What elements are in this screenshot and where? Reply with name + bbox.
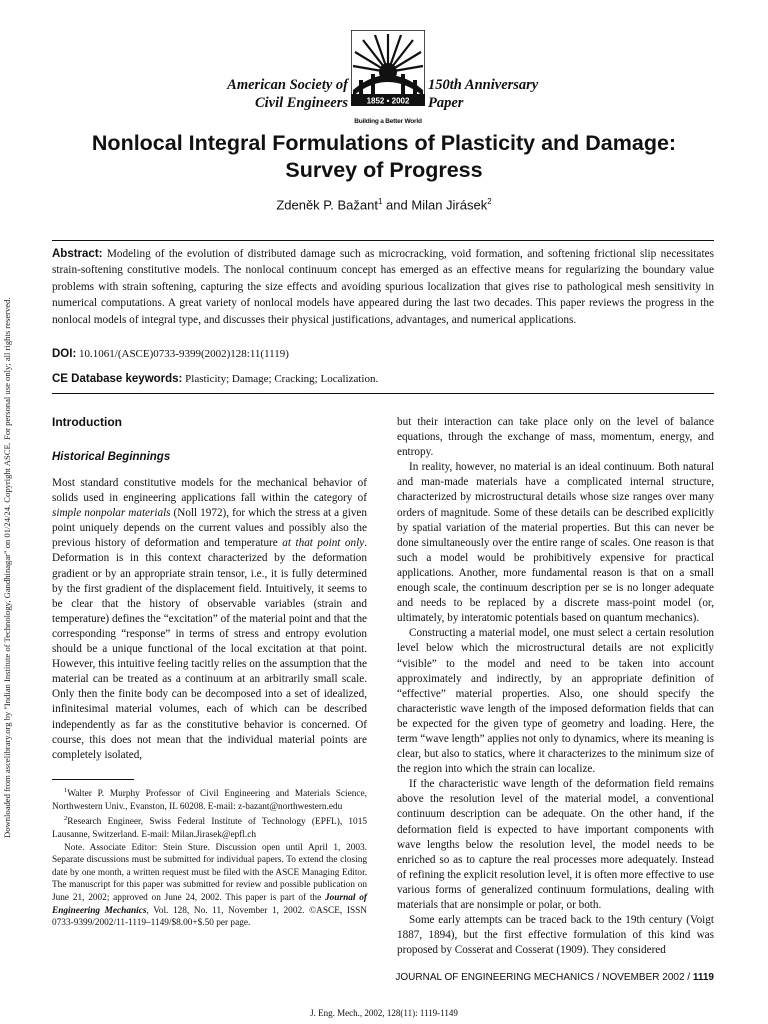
doi-value: 10.1061/(ASCE)0733-9399(2002)128:11(1119) [79,348,289,360]
author2-affiliation-mark: 2 [487,197,492,206]
footnotes [52,785,367,930]
abstract-top-rule [52,240,714,241]
editorial-note: Note. Associate Editor: Stein Sture. Discussion open until April 1, 2003. Separate discussions must be submitted for individual papers. To extend the closing date by one month, a written request must be filed with the ASCE Managing Editor. The manuscript for this paper was submitted for review and possible publication on June 21, 2002; approved on June 24, 2002. This paper is part of the Journal of Engineering Mechanics, Vol. 128, No. 11, November 1, 2002. ©ASCE, ISSN 0733-9399/2002/11-1119–1149/$8.00+$.50 per page. [52,842,367,929]
author-bazant: Zdeněk P. Bažant [276,197,378,213]
abstract-label: Abstract: [52,248,103,260]
download-notice-sidebar [0,180,14,840]
paragraph: If the characteristic wave length of the deformation field remains above the resolution level of the material model, a conventional continuum description can be adequate. On the other hand, if the deformation field is expected to have important components with wave lengths below the resolution level, the model needs to be enriched so as to capture the real processes more adequately. Instead of refining the explicit resolution level, it is often more effective to use various forms of generalized continuum formulations, dealing with materials that are nonsimple or polar, or both. [397,778,714,911]
keywords: CE Database keywords: Plasticity; Damage; Cracking; Localization. [52,373,379,385]
logo-tagline: Building a Better World [354,118,422,125]
section-heading-introduction: Introduction [52,415,122,429]
paragraph: Most standard constitutive models for the mechanical behavior of solids used in engineering applications fall within the category of simple nonpolar materials (Noll 1972), for which the stress at a given point uniquely depends on the current values and possibly also the previous history of deformation and temperature at that point only. Deformation is in this context characterized by the deformation gradient or by an appropriate strain tensor, i.e., it is fully determined by the first gradient of the displacement field. Intuitively, it seems to be clear that the history of observable variables (strain and temperature) defines the “excitation” of the material point and that the corresponding “response” in terms of stress and entropy evolution should be a unique functional of the local excitation at that point. However, this intuitive feeling tacitly relies on the assumption that the material can be treated as a continuum at an arbitrarily small scale. Only then the finite body can be decomposed into a set of idealized, infinitesimal material volumes, each of which can be described independently as far as the constitutive behavior is concerned. Of course, this does not mean that the individual material points are completely isolated, [52,477,367,761]
abstract [52,246,714,328]
asce-anniversary-logo [351,30,425,118]
paragraph: Constructing a material model, one must select a certain resolution level below which the microstructural details are not explicitly “visible” to the model and need to be taken into account approximately and indirectly, by an appropriate definition of “effective” material properties. Also, one should specify the characteristic wave length of the imposed deformation fields that can be expected for the given type of geometry and loading. Here, the term “wave length” applies not only to dynamics, where its meaning is clear, but also to statics, where it characterizes to the minimum size of the region into which the strain can localize. [397,627,714,776]
subsection-heading-historical: Historical Beginnings [52,451,171,463]
paper-title: Nonlocal Integral Formulations of Plasticity and Damage: Survey of Progress [91,131,677,182]
footnote-rule [52,779,134,780]
author-line: Zdeněk P. Bažant$^1$ and Milan Jirásek$^2$ [276,197,492,213]
keywords-value: Plasticity; Damage; Cracking; Localization. [185,373,379,385]
paragraph: but their interaction can take place only on the level of balance equations, through the exchange of mass, momentum, energy, and entropy. [397,416,714,459]
abstract-text: Modeling of the evolution of distributed damage such as microcracking, void formation, and softening frictional slip necessitates strain-softening constitutive models. The nonlocal continuum concept has emerged as an effective means for regularizing the boundary value problems with strain softening, capturing the size effects and avoiding spurious localization that gives rise to pathological mesh sensitivity in numerical computations. A great variety of nonlocal models have appeared during the last two decades. This paper reviews the progress in the nonlocal models of integral type, and discusses their physical justifications, advantages, and numerical applications. [52,248,714,326]
paragraph: In reality, however, no material is an ideal continuum. Both natural and man-made materials have a complicated internal structure, characterized by microstructural details whose size ranges over many orders of magnitude. Some of these details can be described explicitly by spatial variation of the material properties. But this can never be done simultaneously over the entire range of scales. One reason is that such a model would be prohibitively expensive for practical applications. Another, more fundamental reason is that on a small enough scale, the continuum description per se is no longer adequate and needs to be replaced by a discrete mass-point model (or, ultimately, by interatomic potentials based on quantum mechanics). [397,461,714,625]
footnote-1: $^1$Walter P. Murphy Professor of Civil Engineering and Materials Science, Northwestern Univ., Evanston, IL 60208. E-mail: z-bazant@northwestern.edu [52,787,367,812]
download-notice: Downloaded from ascelibrary.org by "Indian Institute of Technology, Gandhinagar" on 01/24/24. Copyright ASCE. For personal use only; all rights reserved. [2,297,12,838]
doi: DOI: 10.1061/(ASCE)0733-9399(2002)128:11(1119) [52,348,289,360]
footnote-2: $^2$Research Engineer, Swiss Federal Institute of Technology (EPFL), 1015 Lausanne, Switzerland. E-mail: Milan.Jirasek@epfl.ch [52,815,367,840]
page-number: 1119 [692,972,714,983]
logo-years: 1852 • 2002 [366,96,410,106]
author1-affiliation-mark: 1 [377,197,383,206]
paragraph: Some early attempts can be traced back to the 19th century (Voigt 1887, 1894), but the first effective formulation of this kind was proposed by Cosserat and Cosserat (1909). They considered [397,914,714,957]
author-jirasek: Milan Jirásek [411,197,488,213]
society-name: American Society of Civil Engineers [227,77,348,111]
body-column-right [397,415,714,958]
body-column-left [52,476,367,763]
abstract-bottom-rule [52,393,714,394]
masthead [0,28,768,124]
citation-line: J. Eng. Mech., 2002, 128(11): 1119-1149 [310,1008,458,1018]
running-footer: JOURNAL OF ENGINEERING MECHANICS / NOVEMBER 2002 / 1119 [395,972,714,983]
anniversary-label: 150th Anniversary Paper [428,77,539,111]
